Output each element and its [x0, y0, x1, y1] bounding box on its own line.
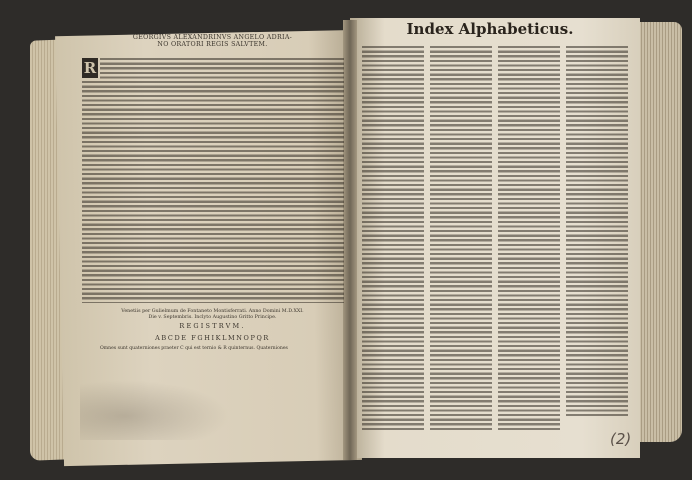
dedication-heading	[80, 34, 345, 48]
book-gutter	[343, 20, 357, 460]
colophon-line: Die v. Septembris. Inclyto Augustino Gritto Principe.	[148, 315, 277, 320]
register-title: REGISTRVM.	[179, 322, 246, 330]
colophon	[80, 309, 345, 321]
letter-body-text	[100, 58, 344, 80]
handwritten-page-number: (2)	[610, 430, 632, 448]
index-column	[566, 46, 628, 416]
heading-line: NO ORATORI REGIS SALVTEM.	[157, 41, 268, 48]
colophon-line: Venetiis per Gulielmum de Fontaneto Montisferrati. Anno Domini M.D.XXI.	[121, 309, 304, 314]
decorated-initial: R	[83, 59, 97, 77]
index-column	[498, 46, 560, 431]
register-note: Omnes sunt quaterniones praeter C qui est ternio & R quinternus. Quaterniones	[100, 346, 288, 351]
page-stain	[80, 380, 230, 440]
letter-body-text	[82, 81, 344, 303]
heading-line: GEORGIVS ALEXANDRINVS ANGELO ADRIA-	[132, 34, 293, 41]
index-title: Index Alphabeticus.	[406, 20, 574, 38]
register-letters: ABCDE FGHIKLMNOPQR	[155, 334, 270, 342]
index-column	[430, 46, 492, 431]
index-column	[362, 46, 424, 431]
